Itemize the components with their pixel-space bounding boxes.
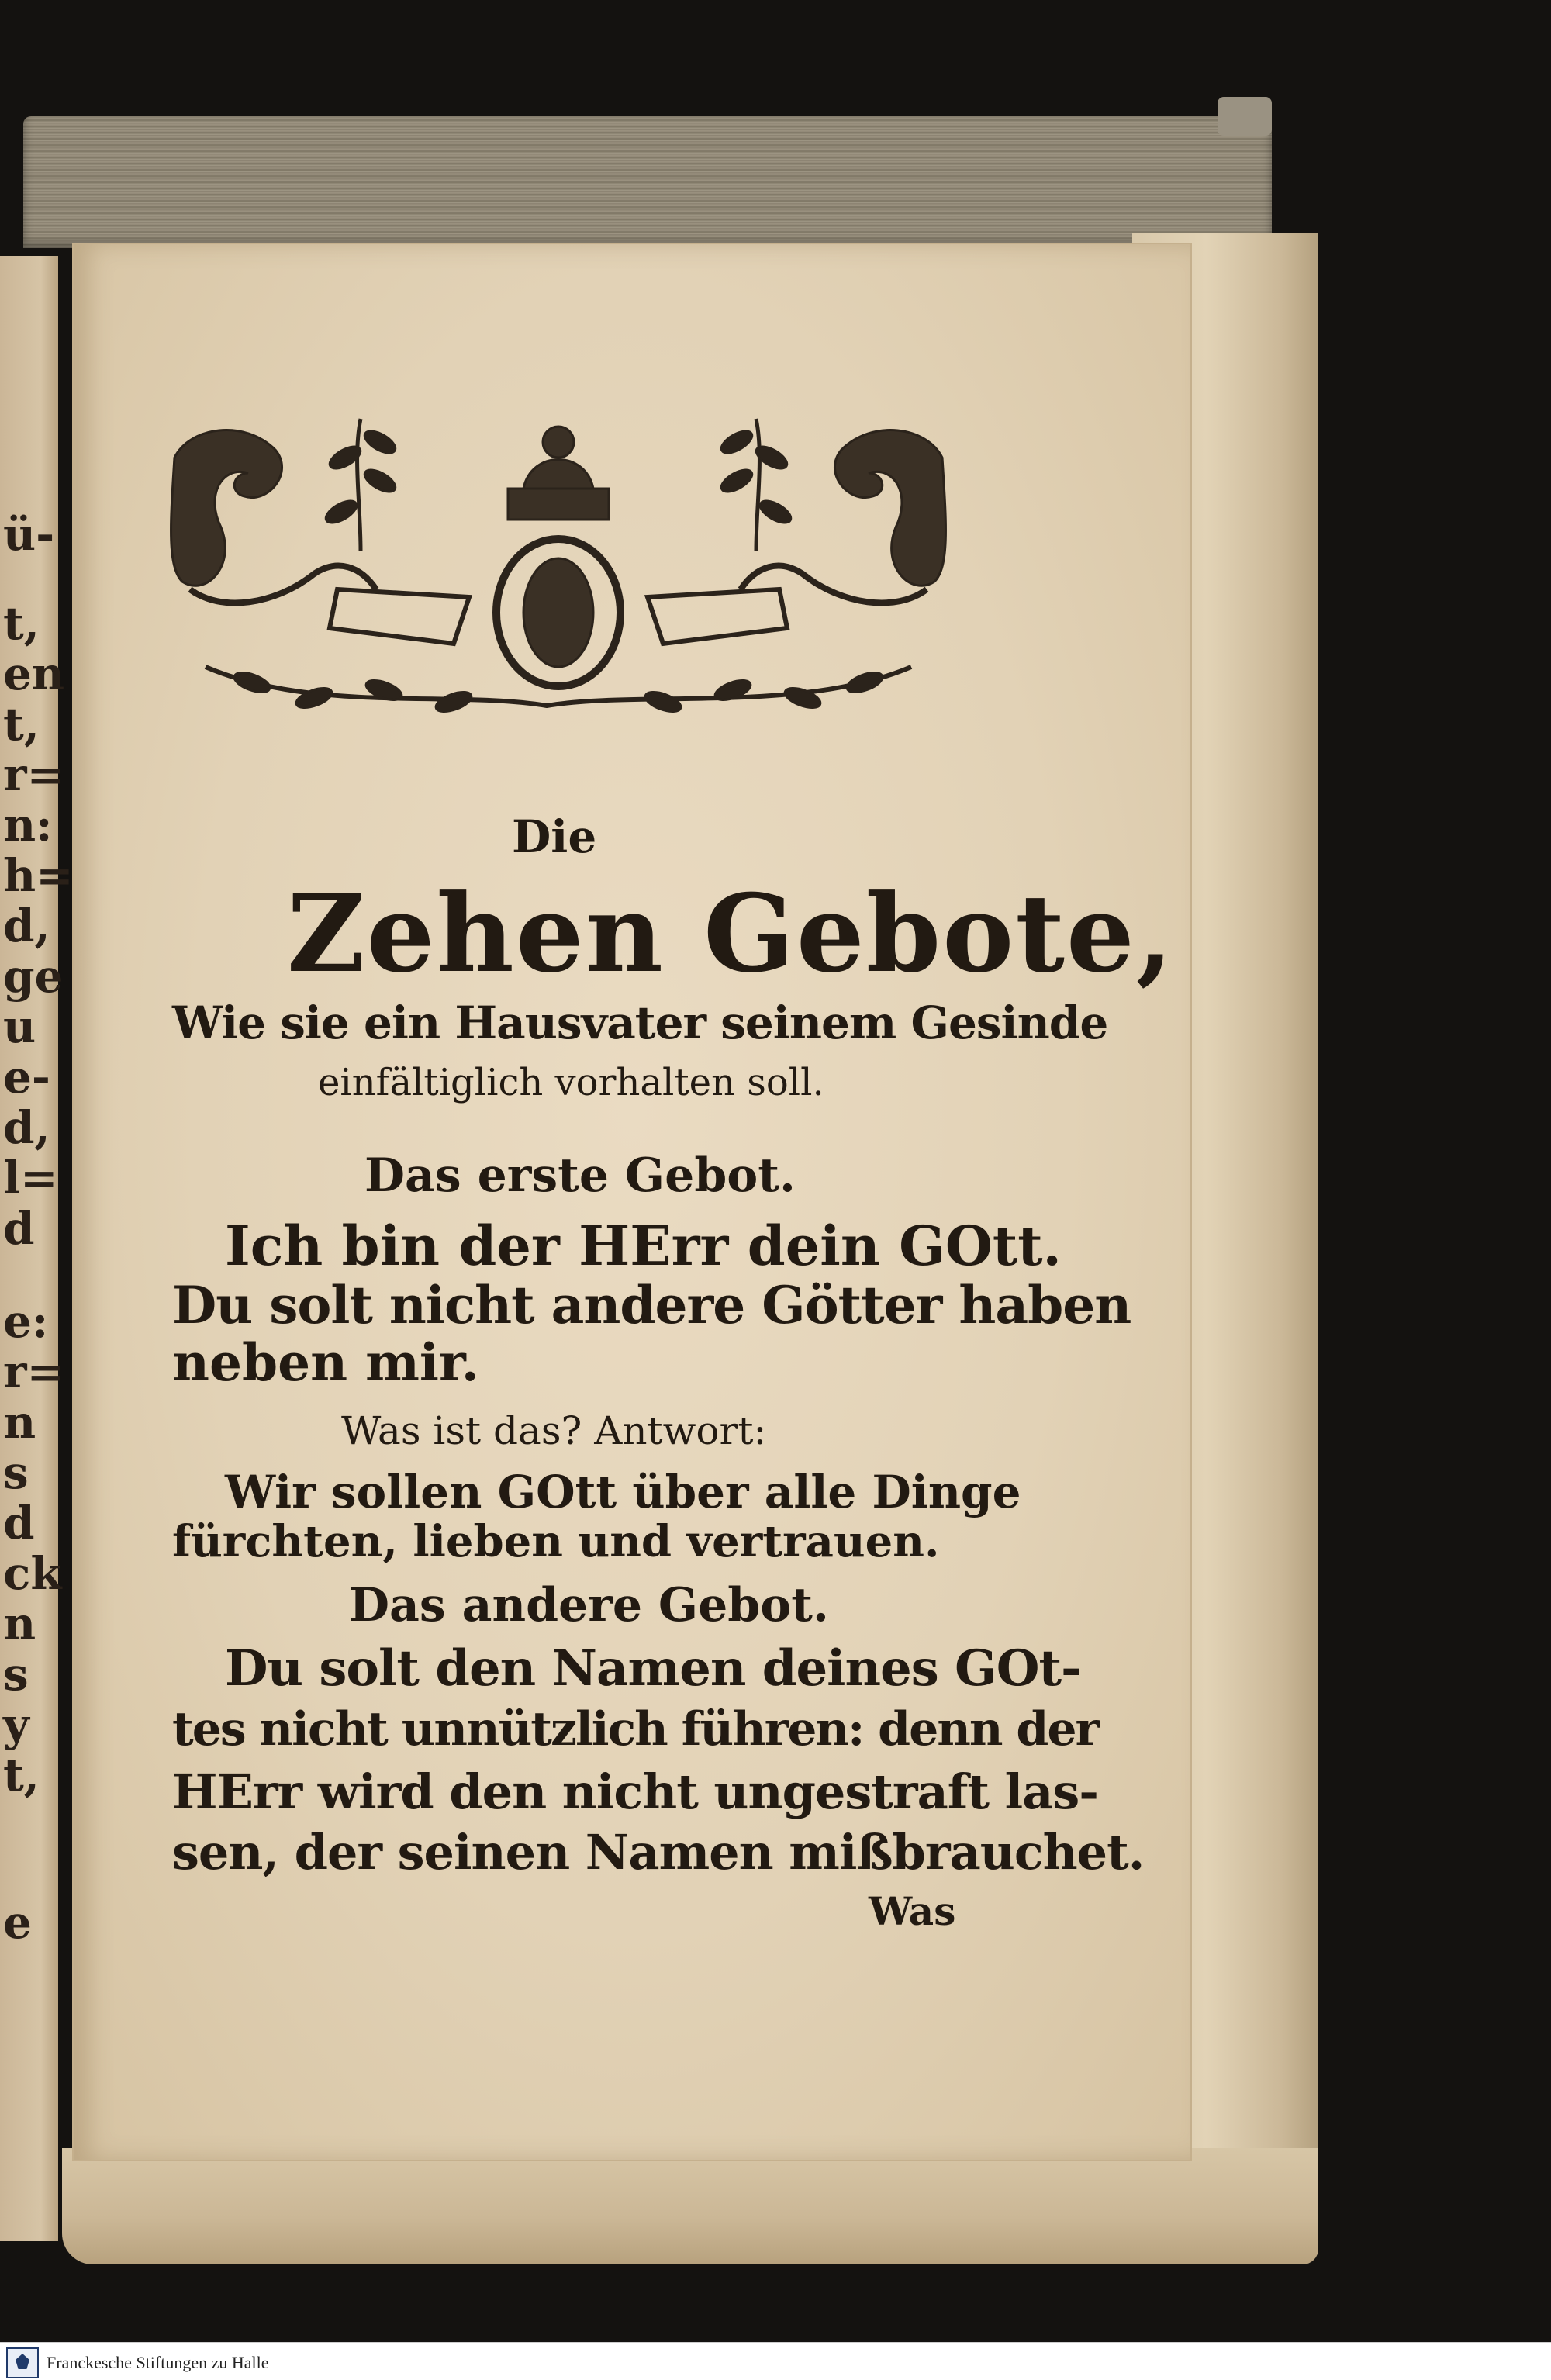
left-fragment: y (3, 1698, 29, 1751)
subtitle-line-1: Wie sie ein Hausvater seinem Gesinde (172, 997, 1108, 1049)
left-fragment: e (3, 1896, 32, 1949)
commandment-2-line: tes nicht unnützlich führen: denn der (172, 1702, 1099, 1757)
commandment-2-line: HErr wird den nicht ungestraft las- (172, 1763, 1099, 1820)
left-fragment: en (3, 648, 65, 700)
title-die: Die (512, 810, 597, 863)
left-fragment: t, (3, 597, 40, 650)
question-1: Was ist das? Antwort: (341, 1408, 767, 1453)
left-fragment: d, (3, 1101, 50, 1154)
commandment-2-heading: Das andere Gebot. (349, 1578, 829, 1632)
left-fragment: s (3, 1446, 29, 1499)
institution-logo-icon (6, 2347, 39, 2378)
commandment-2-line: sen, der seinen Namen mißbrauchet. (172, 1824, 1145, 1881)
left-fragment: u (3, 1000, 36, 1053)
left-fragment: n (3, 1598, 36, 1650)
left-fragment: d (3, 1202, 35, 1255)
left-fragment: n: (3, 799, 53, 851)
left-fragment: n (3, 1396, 36, 1449)
left-fragment: r= (3, 1345, 65, 1398)
left-fragment: r= (3, 748, 65, 801)
left-fragment: t, (3, 698, 40, 751)
commandment-1-line: Ich bin der HErr dein GOtt. (225, 1214, 1062, 1278)
left-fragment: ü- (3, 508, 55, 561)
book-corner (1218, 97, 1272, 136)
left-fragment: e- (3, 1051, 50, 1104)
left-fragment: e: (3, 1295, 49, 1348)
subtitle-line-2: einfältiglich vorhalten soll. (318, 1061, 824, 1104)
left-fragment: t, (3, 1749, 40, 1801)
left-fragment: d (3, 1497, 35, 1549)
answer-1-line: Wir sollen GOtt über alle Dinge (225, 1466, 1021, 1518)
commandment-1-heading: Das erste Gebot. (364, 1149, 796, 1203)
left-fragment: h= (3, 849, 74, 902)
left-fragment: ck (3, 1547, 62, 1600)
catchword: Was (869, 1888, 956, 1934)
left-page-edge (0, 256, 74, 2241)
commandment-1-line: Du solt nicht andere Götter haben (172, 1275, 1131, 1335)
book-top-edge (23, 116, 1272, 248)
left-fragment: s (3, 1648, 29, 1701)
footer-bar (0, 2342, 1551, 2380)
book-bottom-edge (62, 2148, 1318, 2264)
left-fragment: ge (3, 950, 64, 1003)
left-fragment: l= (3, 1152, 58, 1204)
commandment-1-line: neben mir. (172, 1332, 479, 1393)
left-fragment: d, (3, 900, 50, 952)
footer-institution: Franckesche Stiftungen zu Halle (47, 2353, 269, 2372)
commandment-2-line: Du solt den Namen deines GOt- (225, 1639, 1081, 1698)
page-title: Zehen Gebote, (287, 870, 1175, 997)
answer-1-line: fürchten, lieben und vertrauen. (172, 1516, 940, 1567)
ornament-headpiece (159, 411, 958, 737)
